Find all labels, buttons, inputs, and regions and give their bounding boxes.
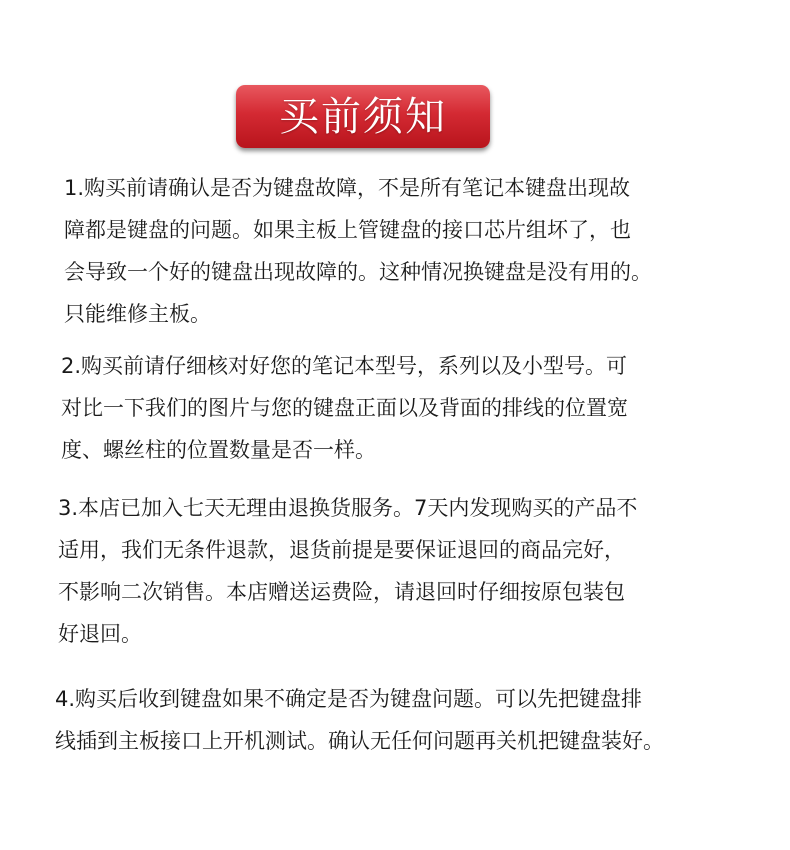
notice-line: 度、螺丝柱的位置数量是否一样。	[61, 438, 376, 462]
notice-line: 好退回。	[58, 622, 142, 646]
notice-item-2	[61, 345, 628, 471]
notice-line: 会导致一个好的键盘出现故障的。这种情况换键盘是没有用的。	[64, 260, 652, 284]
notice-line: 只能维修主板。	[64, 302, 211, 326]
notice-line: 对比一下我们的图片与您的键盘正面以及背面的排线的位置宽	[61, 396, 628, 420]
notice-line: 2.购买前请仔细核对好您的笔记本型号，系列以及小型号。可	[61, 354, 628, 378]
notice-item-1	[64, 167, 652, 335]
notice-line: 3.本店已加入七天无理由退换货服务。7天内发现购买的产品不	[58, 496, 638, 520]
notice-line: 线插到主板接口上开机测试。确认无任何问题再关机把键盘装好。	[55, 729, 664, 753]
notice-line: 障都是键盘的问题。如果主板上管键盘的接口芯片组坏了，也	[64, 218, 631, 242]
title-badge	[236, 85, 490, 148]
notice-item-3	[58, 487, 637, 655]
notice-line: 1.购买前请确认是否为键盘故障，不是所有笔记本键盘出现故	[64, 176, 631, 200]
notice-item-4	[55, 678, 664, 762]
notice-line: 4.购买后收到键盘如果不确定是否为键盘问题。可以先把键盘排	[55, 687, 643, 711]
notice-line: 不影响二次销售。本店赠送运费险，请退回时仔细按原包装包	[58, 580, 625, 604]
notice-line: 适用，我们无条件退款，退货前提是要保证退回的商品完好，	[58, 538, 625, 562]
page-title: 买前须知	[279, 93, 447, 140]
